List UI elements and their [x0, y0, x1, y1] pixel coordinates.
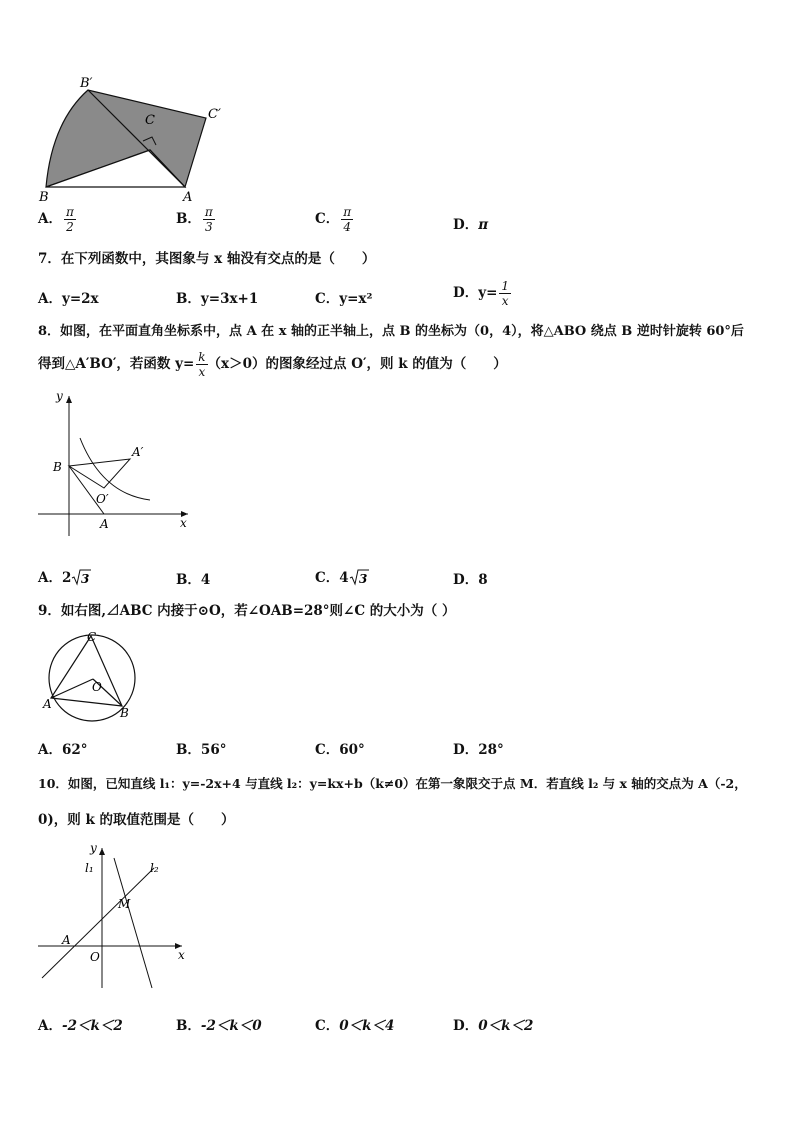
q10-label-a: A — [62, 933, 71, 947]
q7-stem: 7．在下列函数中，其图象与 x 轴没有交点的是（ ） — [38, 251, 376, 267]
q6-label-b: B — [39, 190, 49, 205]
q10-label-l2: l₂ — [150, 861, 159, 875]
q6-option-a[interactable]: A． $\frac{\pi}{2}$ — [38, 205, 74, 234]
q9-option-b[interactable]: B．56° — [176, 742, 227, 758]
q10-stem-line1: 10．如图，已知直线 l₁：y=-2x+4 与直线 l₂：y=kx+b（k≠0）在第一象限交于点 M．若直线 l₂ 与 x 轴的交点为 A（-2， — [38, 776, 747, 791]
q10-label-y: y — [90, 841, 97, 855]
q8-label-oprime: O′ — [96, 492, 109, 506]
q10-option-c[interactable]: C．0＜k＜4 — [315, 1018, 395, 1034]
q9-label-a: A — [43, 697, 52, 711]
q8-stem-line1: 8．如图，在平面直角坐标系中，点 A 在 x 轴的正半轴上，点 B 的坐标为（0，4），将△ABO 绕点 B 逆时针旋转 60°后 — [38, 324, 744, 339]
q10-label-m: M — [118, 897, 131, 911]
q9-option-a[interactable]: A．62° — [38, 742, 88, 758]
q10-option-d[interactable]: D．0＜k＜2 — [453, 1018, 534, 1034]
q9-label-b: B — [120, 706, 129, 720]
q10-option-b[interactable]: B．-2＜k＜0 — [176, 1018, 262, 1034]
q7-option-b[interactable]: B．y=3x+1 — [176, 291, 259, 307]
q8-figure — [32, 388, 202, 548]
q10-option-a[interactable]: A．-2＜k＜2 — [38, 1018, 123, 1034]
q7-option-d[interactable]: D．y= $\frac{1}{x}$ — [453, 279, 510, 308]
q9-stem: 9．如右图,⊿ABC 内接于⊙O，若∠OAB=28°则∠C 的大小为（ ） — [38, 603, 456, 619]
svg-text:3: 3 — [358, 571, 368, 586]
q6-option-c[interactable]: C． $\frac{\pi}{4}$ — [315, 205, 352, 234]
q6-option-d[interactable]: D．π — [453, 217, 489, 233]
q7-option-c[interactable]: C．y=x² — [315, 291, 373, 307]
q10-stem-line2: 0)，则 k 的取值范围是（ ） — [38, 812, 235, 828]
q6-option-b[interactable]: B． $\frac{\pi}{3}$ — [176, 205, 213, 234]
q10-label-l1: l₁ — [85, 861, 94, 875]
q8-option-d[interactable]: D．8 — [453, 572, 488, 588]
q6-label-bprime: B′ — [80, 76, 93, 91]
q6-figure — [30, 70, 230, 205]
q9-label-c: C — [87, 630, 97, 644]
q9-label-o: O — [92, 680, 102, 694]
q8-option-b[interactable]: B．4 — [176, 572, 211, 588]
q8-option-a[interactable]: A．2 3 — [38, 570, 90, 586]
q9-option-c[interactable]: C．60° — [315, 742, 365, 758]
q8-option-c[interactable]: C．4 3 — [315, 570, 368, 586]
q8-label-b: B — [53, 460, 62, 474]
q8-label-x: x — [180, 516, 187, 530]
q8-label-y: y — [56, 389, 63, 403]
q9-option-d[interactable]: D．28° — [453, 742, 504, 758]
q8-stem-line2: 得到△A′BO′，若函数 y= $\frac{k}{x}$ （x＞0）的图象经过点 O′，则 k 的值为（ ） — [38, 350, 507, 379]
q8-label-aprime: A′ — [132, 445, 144, 459]
q10-figure — [32, 838, 202, 998]
q6-label-a: A — [183, 190, 193, 205]
svg-text:3: 3 — [81, 571, 90, 586]
q10-label-x: x — [178, 948, 185, 962]
q9-figure — [36, 628, 146, 724]
q8-label-a: A — [100, 517, 109, 531]
q6-label-c: C — [145, 113, 155, 128]
q6-label-cprime: C′ — [208, 107, 221, 122]
q10-label-o: O — [90, 950, 100, 964]
q7-option-a[interactable]: A．y=2x — [38, 291, 99, 307]
